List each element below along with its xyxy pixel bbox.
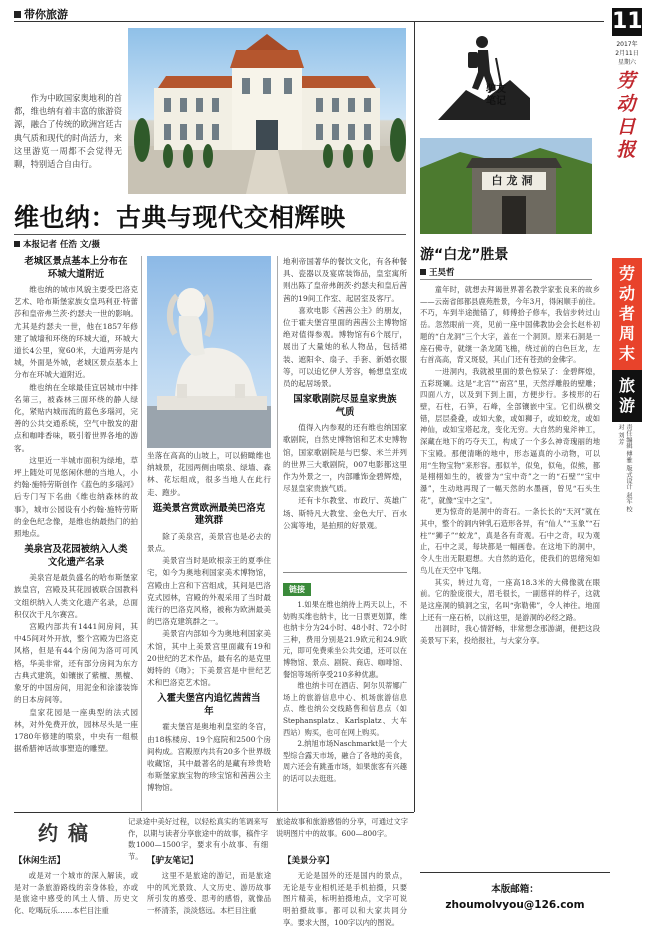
link-text: 1.如果在维也纳待上两天以上，不妨购买维也纳卡，比一日票更划算，维也纳卡分为24小时、48小时、72小时三种，费用分别是21.9欧元和24.9欧元，即可免费乘坐公共交通，还可以在博物馆、景点、剧院、商店、咖啡馆、餐馆等场所享受210多种优惠。 维也纳卡可在酒店、阿尔贝蒂娜广场上的旅游信息中心、机场旅游信息点、维也纳公交线路售和信息点（如Stephansplatz、Karlsplatz、大车西站）购买，也可在网上购买。 2.纳旭市场Naschmarkt是一个大型综合露天市场，融合了各地的美食，周六还会有跳蚤市场，如果旅客有兴趣的话可以去逛逛。 <box>283 600 407 783</box>
donkey-label: 驴友笔记 <box>486 84 506 107</box>
bottom-col-3-label: 【美景分享】 <box>283 856 335 866</box>
section-label: 带你旅游 <box>14 6 68 22</box>
right-text: 童年时，就想去拜谒世界著名教学家张良来的故乡——云南省郎都县鹿苑胜景，今年3月，得闲顺手前往。不巧，车到半途抛锚了，师傅拾子修车，我信步转过山岳。忽然眼前一亮，见前一座中国佛教协会会长赵朴初题的“白龙洞”三个大字，盖在一个洞顶。原来石洞是一座石佛寺，就继一条龙随飞檐，绕过前的白色巨龙，左右首高高，背又斑驳，其山门还有苍劲的金佛字。 一进洞内，我就被里面的景色惊呆了：金碧辉煌，五彩斑斓。这是“北宫”“南宫”里，天然浮雕般的壁雕；四面八方，以及到下到上面，方便步行。多棱形的石壁，石柱，石笋，石峰，全部镶嵌中宝。它们纵横交错，层层叠叠，或如大象，或如狮子，或如蛟龙，或如神仙，或如宝塔起龙，变化无穷。大自然的鬼斧神工，深藏在地下的巧夺天工，构成了一个多么神奇瑰丽的地下宝殿。那便清晰的地中，形态逼真的小动物，可以用“生物宝物”来形容。那似羊，似兔，似龟，似熊，都是栩栩如生的，被誉为“宝中奇”之一的“石壁”“宝中瀑”，生动地再现了一幅天然的水墨画，曾见“石头生花”，就像“宝中之宝”。 更为惊奇的是洞中的奇石。一条长长的“天河”就在其中，整个的洞内钟乳石造形各异，有“仙人”“玉象”“石柱”“狮子”“蛟龙”，真是各有奇观。石中之奇，叹为观止，石中之灵，每块都是一幅画卷。在这地下的洞中，令人生出无限遐想。大自然的造化，使我们的思绪宛如鸟儿在天空中飞翔。 其实，转过九弯，一座高18.3米的大佛像就在眼前。它的脸庞很大，眉毛很长，一副慈祥的样子，这就是这座洞的镇洞之宝，名叫“弥勒佛”，令人神往。地面上还有一座石桥，以前这里，是游洞的必经之路。 出洞时，我心情舒畅，非常想念那游湖，便把这段美景写下来，投给报社，与大家分享。 <box>420 285 600 646</box>
sphinx-illustration <box>147 256 271 448</box>
bottom-col-2 <box>147 854 271 917</box>
palace-illustration <box>128 28 406 194</box>
col3-heading-1: 国家歌剧院尽显皇家贵族气质 <box>293 394 397 418</box>
bottom-col-1-label: 【休闲生活】 <box>14 856 66 866</box>
column-2 <box>147 450 271 795</box>
side-banner-title: 劳动者周末 <box>612 258 642 370</box>
column-1 <box>14 256 138 755</box>
mail-box <box>420 872 610 922</box>
page-number: 11 <box>612 9 643 34</box>
page-date-2: 2月11日 <box>615 50 639 57</box>
main-divider <box>414 22 415 812</box>
col1-text-1: 维也纳的城市风貌主要受巴洛克艺术、哈布斯堡家族女皇玛利亚·特蕾莎和皇帝弗兰茨·约瑟夫一世的影响。尤其是约瑟夫一世，他在1857年修建了城墙和环绕的环城大道，环城大道长4公里，宽60米，大道两旁是内城，外面是外城，老城区景点基本上分布在环城大道附近。 维也纳在全球最佳宜居城市中排名第三，被森林三面环绕的静人绿化，紧贴内城而流的蓝色多瑙河，完善的公共交通系统，空气中散发的甜点和咖啡香味，吸引着世界各地的游客。 这里近一半城市面积为绿地，草坪上随处可见悠闲休憩的当地人，小约翰·施特劳斯创作《蓝色的多瑙河》后专门写下名曲《维也纳森林的故事》，城市公园设有小约翰·施特劳斯的金色纪念像，是维也纳最热门的拍照地点。 <box>14 285 138 539</box>
col-divider-1 <box>141 256 142 811</box>
page-date: 2017年 <box>616 41 638 48</box>
page-weekday: 星期六 <box>617 59 636 66</box>
mail-label: 本版邮箱： <box>491 884 539 895</box>
column-3 <box>283 256 407 532</box>
col-divider-2 <box>277 256 278 811</box>
right-author: 王昊哲 <box>420 266 455 278</box>
col1-heading-1: 老城区景点基本上分布在环城大道附近 <box>24 256 128 280</box>
square-icon <box>14 11 21 18</box>
col2-heading-2: 入霍夫堡宫内追忆茜茜当年 <box>157 693 261 717</box>
bottom-title: 约稿 <box>38 821 98 845</box>
mail-address: zhoumolvyou@126.com <box>445 899 585 911</box>
col1-heading-2: 美泉宫及花园被纳入人类文化遗产名录 <box>24 544 128 568</box>
bottom-col-2-label: 【驴友笔记】 <box>147 856 199 866</box>
bottom-rule <box>14 812 414 813</box>
side-banner-tag: 旅游 <box>612 370 642 422</box>
square-icon <box>14 241 20 247</box>
brand-logo: 劳动日报 <box>616 70 636 161</box>
title-rule <box>14 234 406 235</box>
bottom-col-1-text: 或是对一个城市的深入解读，或是对一条旅游路线的亲身体验，亦或是旅途中感受的风土人情、历史文化、吃喝玩乐……本栏目注重 <box>14 871 138 916</box>
square-icon <box>420 269 426 275</box>
col3-text-2: 值得入内参观的还有维也纳国家歌剧院，自然史博物馆和艺术史博物馆，国家歌剧院是与巴黎、米兰并列的世界三大歌剧院，007电影都这里作为外景之一，内部雕饰金碧辉煌，尽显皇家贵族气质。 还有卡尔教堂、市政厅、英雄广场、斯特凡大教堂、金色大厅、百水公寓等地，是拍照的好景观。 <box>283 423 407 530</box>
right-title: 游“白龙”胜景 <box>420 247 509 263</box>
side-credits: 责任编辑 傅雅 版式设计 赵军 校对 刘芳 <box>617 424 632 513</box>
main-title: 维也纳：古典与现代交相辉映 <box>14 203 346 232</box>
bottom-col-1 <box>14 854 138 917</box>
gate-photo <box>420 138 592 234</box>
col2-text-1: 坐落在高高的山坡上，可以俯瞰维也纳城景，花园两侧由喷泉、绿墙、森林、花坛组成，很多当地人在此行走、跑步。 <box>147 451 271 497</box>
col2-text-3: 霍夫堡宫是奥地利皇室的冬宫，由18栋楼房、19个庭院和2500个房间构成。宫殿原内共有20多个世界级收藏馆，其中最著名的是藏有珍贵哈布斯堡家族宝物的珍宝馆和茜茜公主博物馆。 <box>147 722 271 793</box>
bottom-intro-2: 旅途故事和旅游感悟的分享，可通过文字说明图片中的故事。600—800字。 <box>276 817 408 838</box>
col3-text-1: 地利帝国著华的餐饮文化，有各种餐具、瓷器以及宴席装饰品，皇室寓所则出陈了皇帝弗朗茨·约瑟夫和皇后茜茜的19间工作室、起居室及客厅。 喜欢电影《茜茜公主》的朋友，位于霍夫堡宫里面的茜茜公主博物馆绝对值得参观。博物馆有6个展厅，展出了大量她的私人物品，包括裙装、遮阳伞、扇子、手套、新婚衣服等，可以追忆伊人芳容，畅想皇室成员的起居场景。 <box>283 257 407 389</box>
intro-text: 作为中欧国家奥地利的首都，维也纳有着丰富的旅游资源，融合了传统的欧洲宫廷古典气质和现代的时尚活力，来这里游览一周都不会觉得无聊，特别适合自由行。 <box>14 93 122 170</box>
bottom-col-3-text: 无论是国外的还是国内的景点，无论是专业相机还是手机拍摄，只要图片精美，标明拍摄地点，文字可说明拍摄故事。都可以和大家共同分享。要求大图，100字以内的图说。 <box>283 871 407 927</box>
bottom-col-2-text: 这里不是旅途的游记，而是旅途中的风光景致、人文历史、游历故事所引发的感受、思考的感悟，就像品一杯清茶，淡淡悠远。本栏目注重 <box>147 871 271 916</box>
right-rule <box>420 279 592 280</box>
byline: 本报记者 任浩 文/摄 <box>14 238 100 250</box>
palace-photo <box>128 28 406 194</box>
col1-text-2: 美泉宫是最负盛名的哈布斯堡家族皇宫，宫殿及其花园被联合国教科文组织纳入人类文化遗产名录，总面积仅次于凡尔赛宫。 宫殿内部共有1441间房间，其中45间对外开放，整个宫殿为巴洛克风格，但是有44个房间为洛可可风格，华美非常，还有部分房间为东方古典式建筑，如镶嵌了紫檀、黑檀、象牙的中国房间，用泥金和涂漆装饰的日本房间等。 皇家花园是一座典型的法式园林，对外免费开放，园林尽头是一座1780年修建的喷泉，中央有一组根据希腊神话故事塑造的雕塑。 <box>14 573 138 754</box>
statue-photo <box>147 256 271 448</box>
bottom-intro: 记录途中美好过程，以轻松真实的笔调来写作，以期与读者分享旅途中的故事，稿件字数1000—1500字，要求有小故事、有细节。 <box>128 817 268 862</box>
link-box <box>283 572 407 785</box>
gate-sign: 白龙洞 <box>491 174 537 187</box>
donkey-block <box>420 28 590 126</box>
col2-text-2: 除了美泉宫，美景宫也是必去的景点。 美景宫当时是欧根亲王的夏季住宅，如今为奥地利国家美术博物馆，宫殿由上宫和下宫组成，其间是巴洛克式园林，宫殿的外观采用了当时最流行的巴洛克风格，被称为欧洲最美的巴洛克建筑群之一。 美景宫内部如今为奥地利国家美术馆，其中上美景宫里面藏有19和20世纪的艺术作品，最有名的是克里姆特的《吻》；下美景宫是中世纪艺术和巴洛克艺术馆。 <box>147 531 271 688</box>
top-rule <box>14 21 604 22</box>
bottom-col-3 <box>283 854 407 929</box>
link-label: 链接 <box>283 583 311 596</box>
col2-heading-1: 逛美景宫赏欧洲最美巴洛克建筑群 <box>152 502 266 527</box>
page-number-box <box>612 8 642 66</box>
hiker-icon <box>438 28 530 120</box>
bottom-title-box <box>14 816 122 850</box>
